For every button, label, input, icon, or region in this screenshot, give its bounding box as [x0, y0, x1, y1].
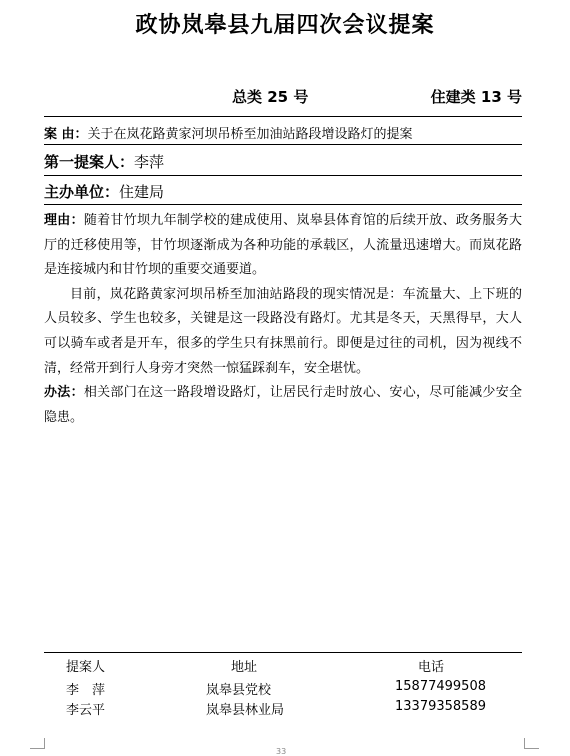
- proposer-row: [44, 151, 522, 172]
- margin-corner-mark: [524, 738, 539, 749]
- proposal-numbers: [44, 86, 522, 110]
- footer-row-2-proposer: 李云平: [66, 703, 106, 718]
- divider: [44, 116, 522, 117]
- reason-paragraph: [44, 209, 522, 283]
- method-paragraph: [44, 381, 522, 430]
- host-value: 住建局: [119, 183, 165, 201]
- footer-row-1-address: 岚皋县党校: [206, 683, 272, 698]
- situation-paragraph: 目前，岚花路黄家河坝吊桥至加油站路段的现实情况是：车流量大、上下班的人员较多、学生也较多，关键是这一段路没有路灯。尤其是冬天，天黑得早，大人可以骑车或者是开车，很多的学生只有抹黑前行。即便是过往的司机，因为视线不清，经常开到行人身旁才突然一惊猛踩刹车，安全堪忧。: [44, 286, 522, 376]
- host-label: 主办单位：: [44, 183, 120, 201]
- footer-row-1-proposer: 李 萍: [66, 683, 106, 698]
- footer-row-1-phone: 15877499508: [395, 679, 486, 694]
- reason-text: 随着甘竹坝九年制学校的建成使用、岚皋县体育馆的后续开放、政务服务大厅的迁移使用等，甘竹坝逐渐成为各种功能的承载区，人流量迅速增大。而岚花路是连接城内和甘竹坝的重要交通要道。: [44, 213, 522, 278]
- divider: [44, 144, 522, 145]
- proposal-body: [44, 209, 522, 430]
- footer-header-proposer: 提案人: [66, 660, 106, 675]
- footer-row-2-phone: 13379358589: [395, 699, 486, 714]
- case-value: 关于在岚花路黄家河坝吊桥至加油站路段增设路灯的提案: [87, 127, 413, 142]
- margin-corner-mark: [30, 738, 45, 749]
- footer-row-2-address: 岚皋县林业局: [206, 703, 285, 718]
- proposer-label: 第一提案人：: [44, 153, 135, 171]
- divider: [44, 204, 522, 205]
- document-title: 政协岚皋县九届四次会议提案: [135, 13, 435, 38]
- footer-header-address: 地址: [231, 660, 258, 675]
- footer-header-phone: 电话: [418, 660, 445, 675]
- method-text: 相关部门在这一路段增设路灯，让居民行走时放心、安心，尽可能减少安全隐患。: [44, 385, 522, 425]
- total-number: 总类 25 号: [232, 88, 309, 106]
- case-row: [44, 123, 522, 142]
- case-label: 案 由：: [44, 127, 88, 142]
- reason-label: 理由：: [44, 213, 84, 228]
- page-number: 33: [276, 747, 287, 756]
- proposer-value: 李萍: [134, 153, 165, 171]
- divider: [44, 175, 522, 176]
- footer-divider: [44, 652, 522, 653]
- host-row: [44, 181, 522, 202]
- category-number: 住建类 13 号: [430, 88, 522, 106]
- method-label: 办法：: [44, 385, 84, 401]
